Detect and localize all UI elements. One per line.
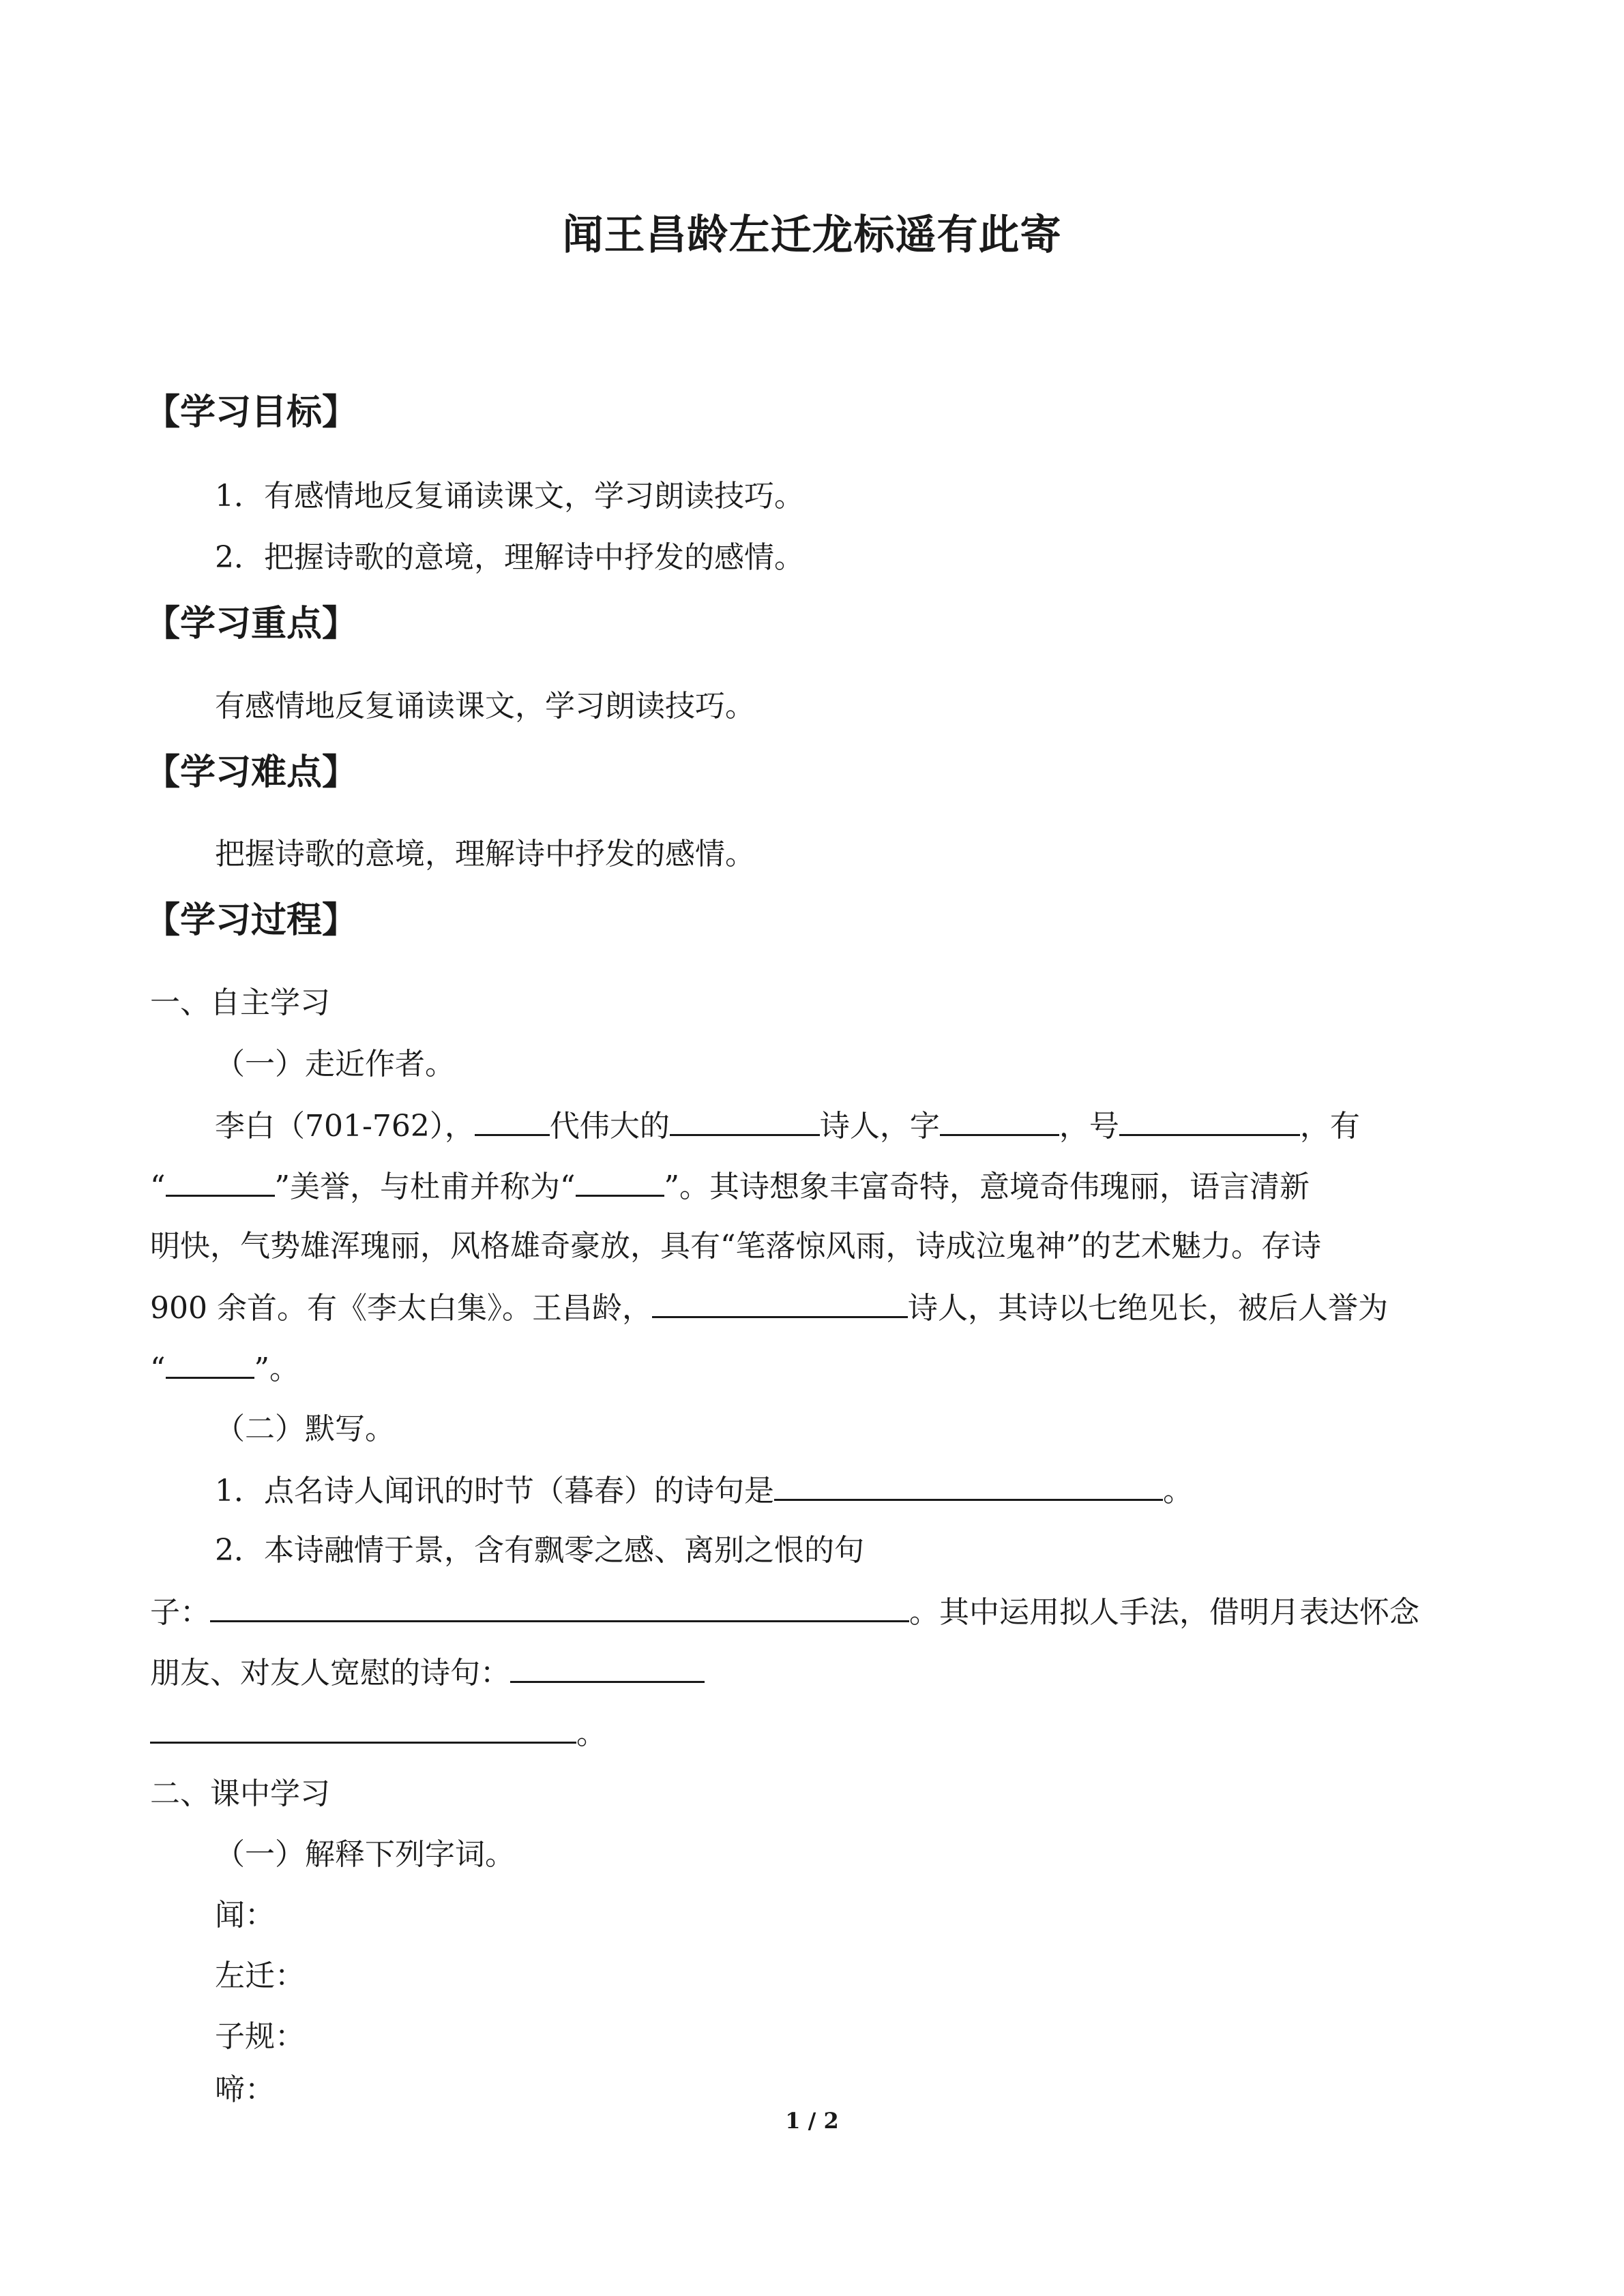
difficulties-text: 把握诗歌的意境，理解诗中抒发的感情。 [215,837,755,871]
question-text: 。其中运用拟人手法，借明月表达怀念 [909,1595,1419,1630]
blank-dynasty[interactable] [475,1103,550,1136]
author-line-3: 明快，气势雄浑瑰丽，风格雄奇豪放，具有“笔落惊风雨，诗成泣鬼神”的艺术魅力。存诗 [150,1229,1321,1264]
author-line-5 [150,1345,299,1392]
section-heading-process: 【学习过程】 [145,900,358,941]
part1-sub2: （二）默写。 [215,1412,395,1446]
blank-q2-answer-2a[interactable] [510,1650,705,1683]
section-heading-key-points: 【学习重点】 [145,603,358,644]
part1-title: 一、自主学习 [150,985,330,1020]
question-text: 子： [150,1595,210,1630]
author-text: 诗人，其诗以七绝见长，被后人誉为 [907,1291,1388,1326]
question-text: 。 [1163,1474,1193,1508]
blank-school[interactable] [670,1103,820,1136]
page-title: 闻王昌龄左迁龙标遥有此寄 [562,211,1062,259]
author-text: 900 余首。有《李太白集》。王昌龄， [150,1291,652,1326]
part2-title: 二、课中学习 [150,1776,330,1811]
goal-item-1: 1．有感情地反复诵读课文，学习朗读技巧。 [215,479,804,513]
section-heading-difficulties: 【学习难点】 [145,752,358,793]
author-text: 代伟大的 [549,1109,670,1144]
blank-courtesy-name[interactable] [940,1103,1059,1136]
page-number: 1 / 2 [785,2108,839,2134]
term-item: 闻： [215,1898,275,1933]
author-line-4 [150,1285,1388,1331]
author-line-2 [150,1163,1310,1210]
blank-title-honor[interactable] [166,1345,254,1379]
term-item: 左迁： [215,1958,305,1993]
question-text: 1．点名诗人闻讯的时节（暮春）的诗句是 [215,1474,774,1508]
blank-q2-answer-1[interactable] [210,1589,909,1622]
section-heading-goals: 【学习目标】 [145,392,358,433]
blank-reputation[interactable] [166,1163,275,1197]
author-text: 诗人，字 [819,1109,940,1144]
part1-sub1: （一）走近作者。 [215,1047,455,1082]
dictation-q1 [215,1467,1193,1514]
blank-pair-name[interactable] [576,1163,664,1197]
author-text: ”。其诗想象丰富奇特，意境奇伟瑰丽，语言清新 [664,1169,1310,1204]
term-item: 啼： [215,2072,275,2107]
dictation-q2-line-2 [150,1589,1419,1635]
blank-wang-changling[interactable] [652,1285,908,1318]
question-text: 朋友、对友人宽慰的诗句： [150,1656,510,1690]
author-text: ，有 [1299,1109,1360,1144]
dictation-q2-line-1: 2．本诗融情于景，含有飘零之感、离别之恨的句 [215,1533,864,1568]
blank-q1-answer[interactable] [774,1467,1163,1501]
question-text: 。 [576,1716,606,1751]
blank-art-name[interactable] [1119,1103,1300,1136]
author-text: ”。 [254,1352,299,1386]
author-text: “ [150,1169,166,1204]
blank-q2-answer-2b[interactable] [150,1710,576,1744]
dictation-q2-line-4 [150,1710,606,1757]
author-text: ”美誉，与杜甫并称为“ [274,1169,576,1204]
author-line-1 [215,1103,1360,1149]
dictation-q2-line-3 [150,1650,705,1696]
author-text: 李白（701-762）， [215,1109,475,1144]
term-item: 子规： [215,2019,305,2054]
author-text: “ [150,1352,166,1386]
key-points-text: 有感情地反复诵读课文，学习朗读技巧。 [215,689,755,724]
part2-sub1: （一）解释下列字词。 [215,1837,515,1872]
author-text: ，号 [1059,1109,1119,1144]
goal-item-2: 2．把握诗歌的意境，理解诗中抒发的感情。 [215,540,804,575]
